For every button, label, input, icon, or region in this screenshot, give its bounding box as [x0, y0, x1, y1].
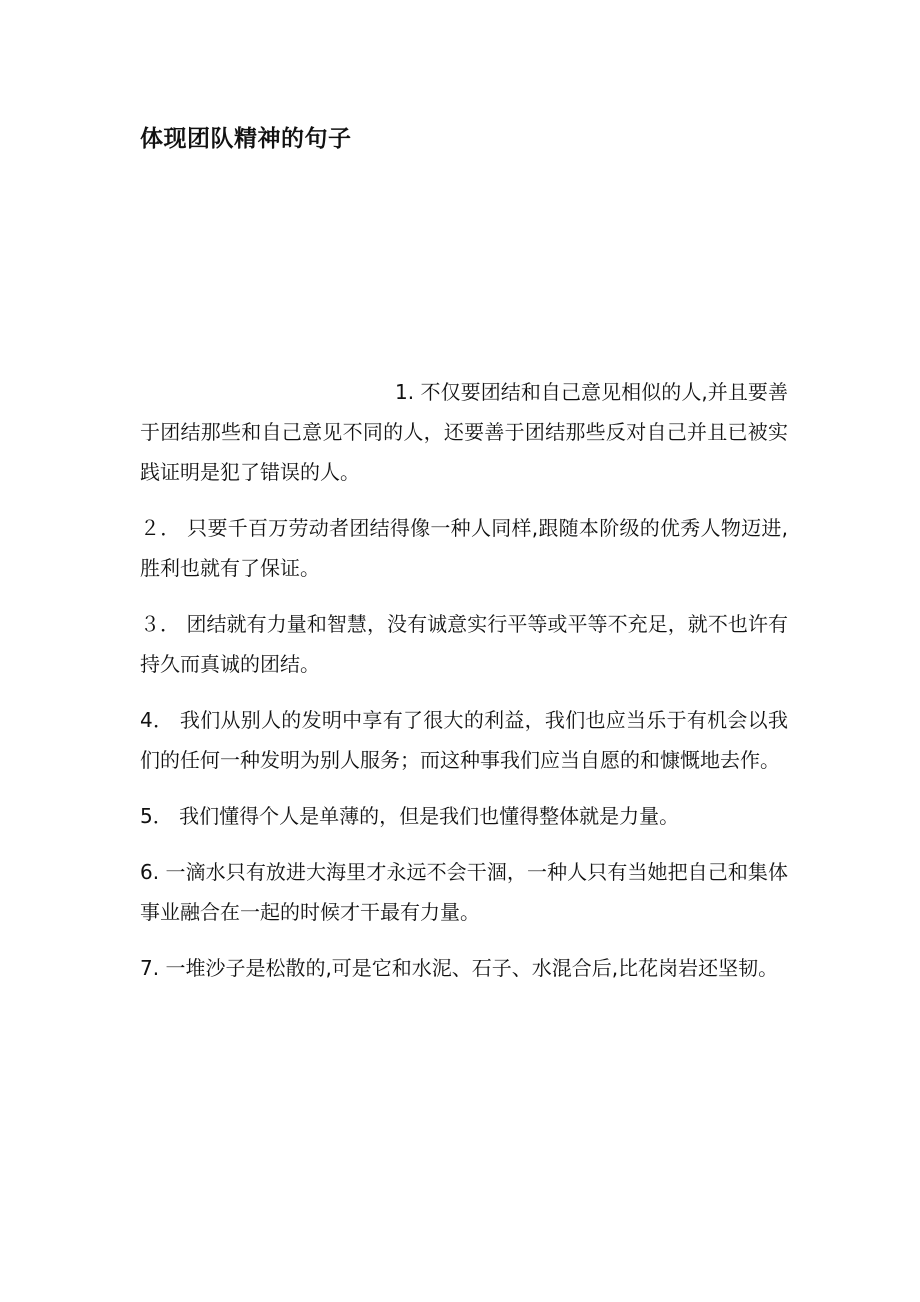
document-body: [140, 372, 788, 1004]
paragraph-1: 1. 不仅要团结和自己意见相似的人,并且要善于团结那些和自己意见不同的人，还要善于团结那些反对自己并且已被实践证明是犯了错误的人。: [140, 380, 788, 484]
paragraph-5: 5． 我们懂得个人是单薄的，但是我们也懂得整体就是力量。: [140, 804, 680, 828]
paragraph-2: ２． 只要千百万劳动者团结得像一种人同样,跟随本阶级的优秀人物迈进,胜利也就有了保证。: [140, 516, 788, 580]
paragraph-7: 7. 一堆沙子是松散的,可是它和水泥、石子、水混合后,比花岗岩还坚韧。: [140, 956, 779, 980]
document-title: 体现团队精神的句子: [140, 126, 352, 152]
paragraph-6: 6. 一滴水只有放进大海里才永远不会干涸，一种人只有当她把自己和集体事业融合在一起的时候才干最有力量。: [140, 860, 788, 924]
paragraph-4: 4． 我们从别人的发明中享有了很大的利益，我们也应当乐于有机会以我们的任何一种发明为别人服务；而这种事我们应当自愿的和慷慨地去作。: [140, 708, 788, 772]
paragraph-3: ３． 团结就有力量和智慧，没有诚意实行平等或平等不充足，就不也许有持久而真诚的团结。: [140, 612, 788, 676]
